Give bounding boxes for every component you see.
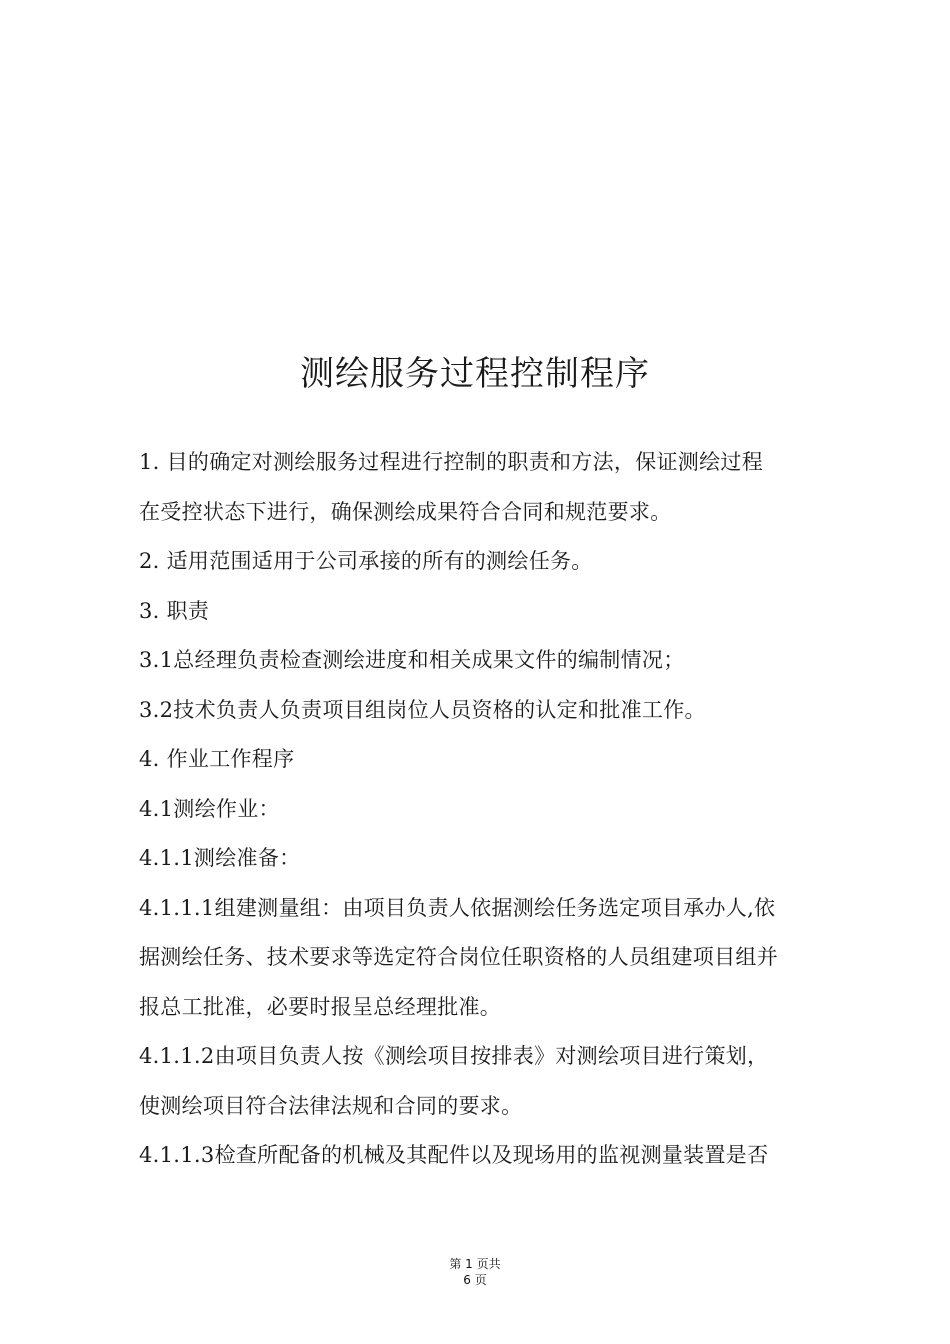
body-line: 使测绘项目符合法律法规和合同的要求。 [139, 1093, 523, 1118]
body-line: 4. 作业工作程序 [139, 747, 295, 771]
body-line: 4.1.1.2由项目负责人按《测绘项目按排表》对测绘项目进行策划， [139, 1044, 769, 1068]
body-line: 3.1总经理负责检查测绘进度和相关成果文件的编制情况； [139, 648, 685, 672]
body-line: 报总工批准，必要时报呈总经理批准。 [139, 994, 502, 1019]
page-total-line: 6 页 [463, 1273, 487, 1287]
body-line: 1. 目的确定对测绘服务过程进行控制的职责和方法，保证测绘过程 [139, 450, 764, 474]
document-title: 测绘服务过程控制程序 [300, 354, 650, 394]
body-line: 4.1测绘作业： [139, 796, 280, 821]
body-line: 3.2技术负责人负责项目组岗位人员资格的认定和批准工作。 [139, 697, 706, 722]
body-line: 4.1.1.1组建测量组：由项目负责人依据测绘任务选定项目承办人,依 [139, 895, 776, 920]
body-line: 在受控状态下进行，确保测绘成果符合合同和规范要求。 [139, 499, 672, 524]
body-line: 4.1.1测绘准备： [139, 846, 301, 870]
document-body [139, 438, 829, 1181]
body-line: 2. 适用范围适用于公司承接的所有的测绘任务。 [139, 549, 593, 573]
page-number-line: 第 1 页共 [449, 1257, 501, 1271]
body-line: 3. 职责 [139, 598, 210, 623]
body-line: 据测绘任务、技术要求等选定符合岗位任职资格的人员组建项目组并 [139, 945, 778, 969]
page-footer [0, 1256, 950, 1288]
body-line: 4.1.1.3检查所配备的机械及其配件以及现场用的监视测量装置是否 [139, 1143, 769, 1167]
